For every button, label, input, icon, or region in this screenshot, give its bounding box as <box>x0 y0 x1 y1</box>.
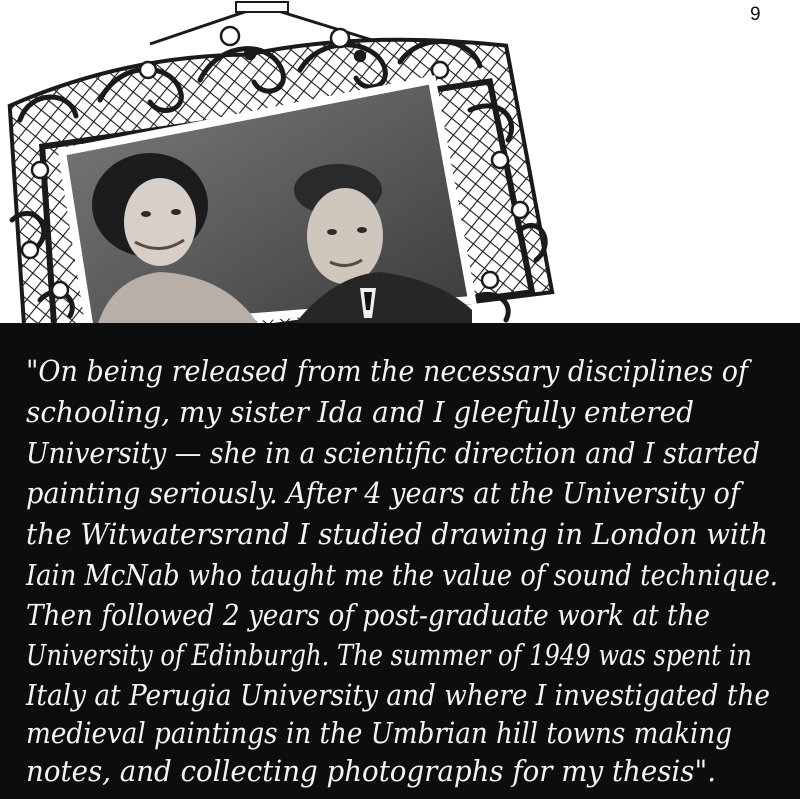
caption-line: notes, and collecting photographs for my thesis". <box>26 754 716 788</box>
ornate-picture-frame <box>0 0 560 330</box>
caption-line: medieval paintings in the Umbrian hill towns making <box>26 716 732 750</box>
caption-line: the Witwatersrand I studied drawing in London with <box>26 517 768 551</box>
caption-line: Then followed 2 years of post-graduate work at the <box>26 598 710 632</box>
caption-line: schooling, my sister Ida and I gleefully entered <box>26 395 694 429</box>
caption-panel <box>0 323 800 799</box>
caption-line: Iain McNab who taught me the value of sound technique. <box>25 558 778 592</box>
caption-line: University of Edinburgh. The summer of 1949 was spent in <box>26 638 752 672</box>
caption-line: University — she in a scientific direction and I started <box>26 436 760 470</box>
page-number: 9 <box>750 4 761 25</box>
caption-line: painting seriously. After 4 years at the University of <box>26 476 745 510</box>
caption-line: "On being released from the necessary disciplines of <box>26 354 753 388</box>
caption-line: Italy at Perugia University and where I investigated the <box>25 678 771 712</box>
